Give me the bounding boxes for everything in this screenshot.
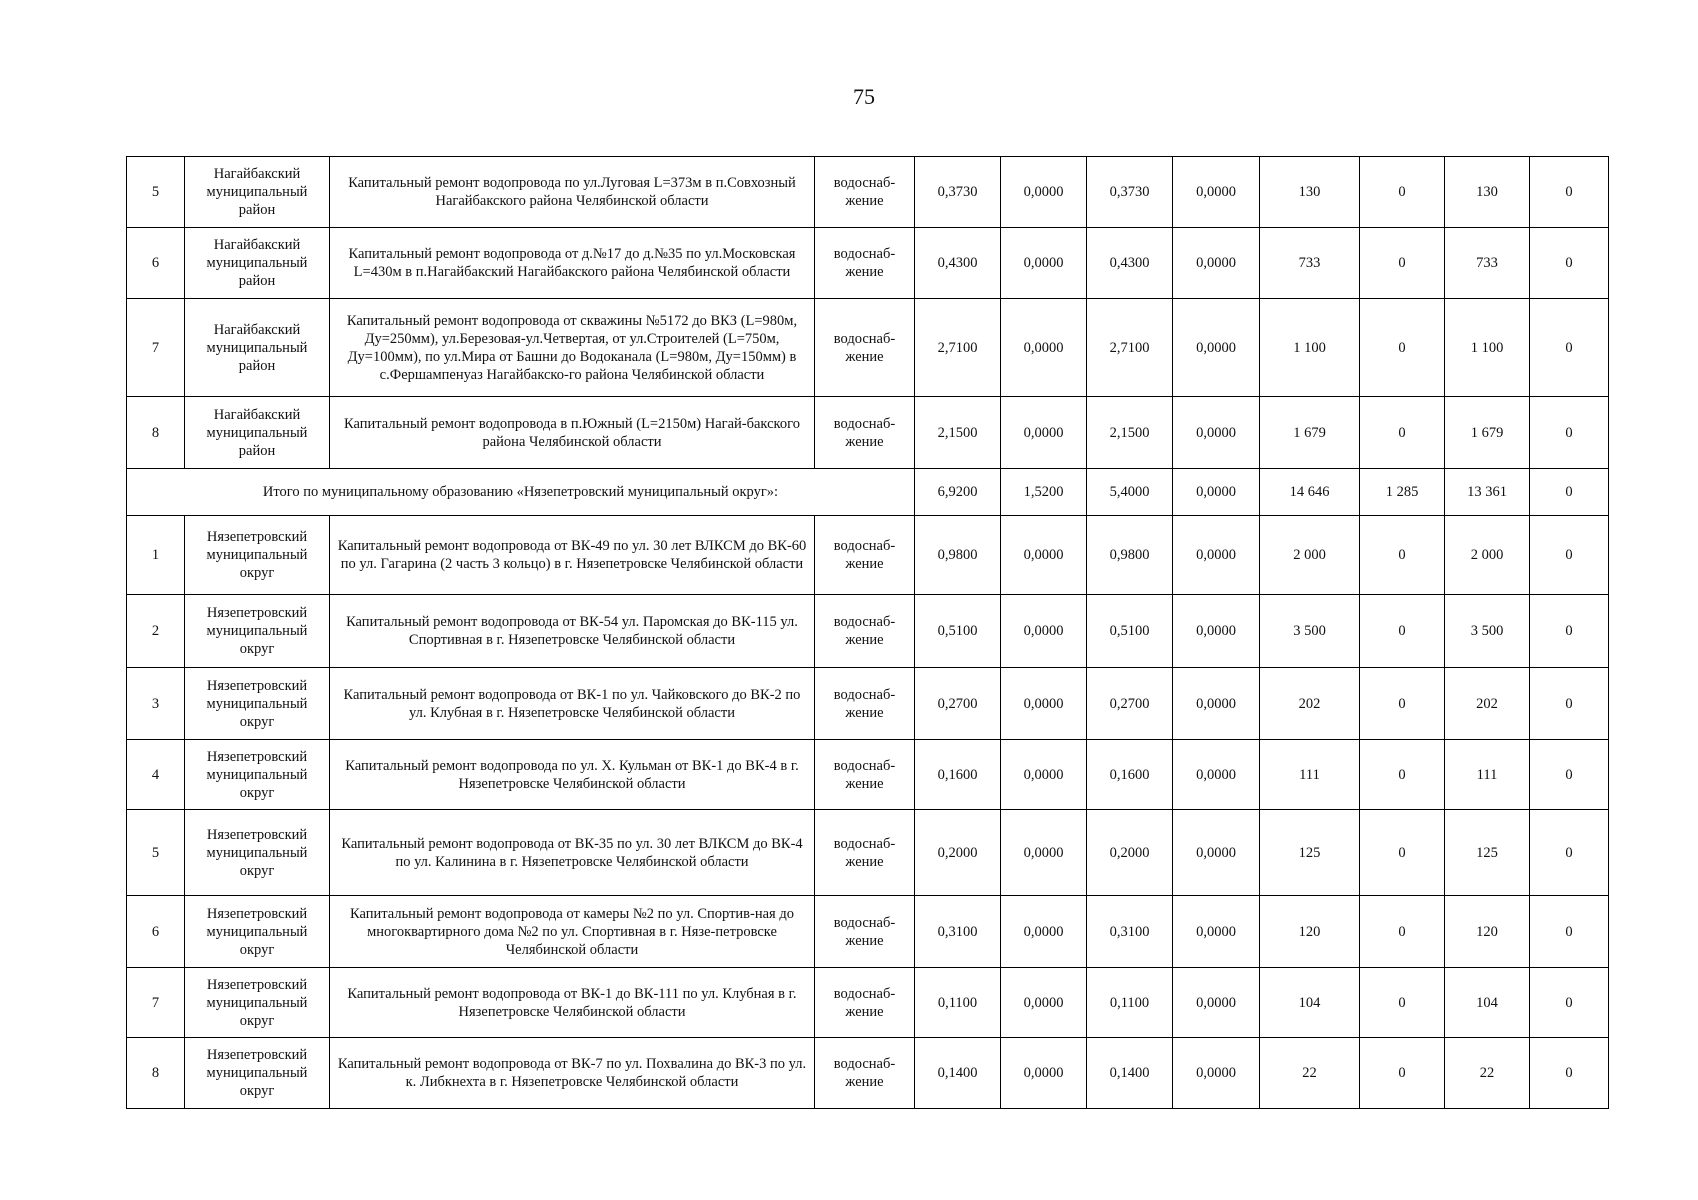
value-cell: 0,4300: [1087, 228, 1173, 299]
value-cell: 0,0000: [1001, 299, 1087, 397]
description-cell: Капитальный ремонт водопровода от ВК-54 ул. Паромская до ВК-115 ул. Спортивная в г. Нязепетровске Челябинской области: [330, 595, 815, 668]
value-cell: 0,0000: [1001, 896, 1087, 968]
value-cell: 0,0000: [1173, 299, 1260, 397]
description-cell: Капитальный ремонт водопровода от д.№17 до д.№35 по ул.Московская L=430м в п.Нагайбакский Нагайбакского района Челябинской области: [330, 228, 815, 299]
value-cell: 0,1400: [915, 1038, 1001, 1109]
row-number: 5: [127, 157, 185, 228]
value-cell: 0: [1530, 668, 1609, 740]
type-cell: водоснаб-жение: [815, 157, 915, 228]
type-cell: водоснаб-жение: [815, 668, 915, 740]
value-cell: 120: [1260, 896, 1360, 968]
value-cell: 2,7100: [915, 299, 1001, 397]
table-row: [127, 157, 1609, 228]
total-value: 0,0000: [1173, 469, 1260, 516]
value-cell: 0,1100: [1087, 968, 1173, 1038]
type-cell: водоснаб-жение: [815, 516, 915, 595]
value-cell: 0,0000: [1173, 668, 1260, 740]
table-row: [127, 397, 1609, 469]
value-cell: 0: [1360, 740, 1445, 810]
value-cell: 120: [1445, 896, 1530, 968]
value-cell: 0,0000: [1173, 595, 1260, 668]
value-cell: 0: [1360, 157, 1445, 228]
value-cell: 0,3100: [1087, 896, 1173, 968]
value-cell: 2,1500: [1087, 397, 1173, 469]
value-cell: 2,1500: [915, 397, 1001, 469]
description-cell: Капитальный ремонт водопровода от ВК-35 по ул. 30 лет ВЛКСМ до ВК-4 по ул. Калинина в г. Нязепетровске Челябинской области: [330, 810, 815, 896]
value-cell: 0,0000: [1173, 397, 1260, 469]
table-row: [127, 810, 1609, 896]
municipality-cell: Нязепетровский муниципальный округ: [185, 740, 330, 810]
type-cell: водоснаб-жение: [815, 397, 915, 469]
value-cell: 0,2000: [1087, 810, 1173, 896]
value-cell: 0,2000: [915, 810, 1001, 896]
value-cell: 0,3100: [915, 896, 1001, 968]
value-cell: 0,0000: [1001, 228, 1087, 299]
row-number: 1: [127, 516, 185, 595]
value-cell: 0,0000: [1173, 1038, 1260, 1109]
total-value: 13 361: [1445, 469, 1530, 516]
value-cell: 2 000: [1260, 516, 1360, 595]
value-cell: 104: [1445, 968, 1530, 1038]
value-cell: 0,0000: [1001, 516, 1087, 595]
value-cell: 733: [1445, 228, 1530, 299]
description-cell: Капитальный ремонт водопровода по ул.Луговая L=373м в п.Совхозный Нагайбакского района Челябинской области: [330, 157, 815, 228]
municipality-cell: Нагайбакский муниципальный район: [185, 299, 330, 397]
total-label: Итого по муниципальному образованию «Нязепетровский муниципальный округ»:: [127, 469, 915, 516]
value-cell: 0,0000: [1173, 228, 1260, 299]
value-cell: 0: [1360, 595, 1445, 668]
type-cell: водоснаб-жение: [815, 299, 915, 397]
total-row: [127, 469, 1609, 516]
municipality-cell: Нагайбакский муниципальный район: [185, 228, 330, 299]
value-cell: 0,1400: [1087, 1038, 1173, 1109]
description-cell: Капитальный ремонт водопровода от камеры №2 по ул. Спортив-ная до многоквартирного дома №2 по ул. Спортивная в г. Нязе-петровске Челябинской области: [330, 896, 815, 968]
description-cell: Капитальный ремонт водопровода от ВК-7 по ул. Похвалина до ВК-3 по ул. к. Либкнехта в г. Нязепетровске Челябинской области: [330, 1038, 815, 1109]
page-number: 75: [853, 84, 875, 109]
value-cell: 111: [1445, 740, 1530, 810]
value-cell: 0: [1360, 299, 1445, 397]
type-cell: водоснаб-жение: [815, 595, 915, 668]
value-cell: 104: [1260, 968, 1360, 1038]
table-row: [127, 595, 1609, 668]
total-value: 14 646: [1260, 469, 1360, 516]
table-body: [127, 157, 1609, 1109]
row-number: 6: [127, 896, 185, 968]
value-cell: 0,0000: [1001, 595, 1087, 668]
total-value: 5,4000: [1087, 469, 1173, 516]
total-value: 6,9200: [915, 469, 1001, 516]
value-cell: 0: [1360, 1038, 1445, 1109]
value-cell: 3 500: [1445, 595, 1530, 668]
description-cell: Капитальный ремонт водопровода от ВК-49 по ул. 30 лет ВЛКСМ до ВК-60 по ул. Гагарина (2 часть 3 кольцо) в г. Нязепетровске Челябинской области: [330, 516, 815, 595]
value-cell: 125: [1445, 810, 1530, 896]
value-cell: 0: [1360, 896, 1445, 968]
value-cell: 0,0000: [1173, 516, 1260, 595]
municipality-cell: Нязепетровский муниципальный округ: [185, 1038, 330, 1109]
value-cell: 0: [1530, 397, 1609, 469]
value-cell: 1 679: [1445, 397, 1530, 469]
table-row: [127, 668, 1609, 740]
value-cell: 0,0000: [1173, 968, 1260, 1038]
value-cell: 125: [1260, 810, 1360, 896]
value-cell: 202: [1260, 668, 1360, 740]
value-cell: 0: [1530, 516, 1609, 595]
type-cell: водоснаб-жение: [815, 1038, 915, 1109]
table-row: [127, 299, 1609, 397]
value-cell: 0,3730: [915, 157, 1001, 228]
type-cell: водоснаб-жение: [815, 228, 915, 299]
value-cell: 1 100: [1260, 299, 1360, 397]
total-value: 0: [1530, 469, 1609, 516]
value-cell: 3 500: [1260, 595, 1360, 668]
value-cell: 0,0000: [1001, 810, 1087, 896]
municipality-cell: Нязепетровский муниципальный округ: [185, 896, 330, 968]
municipality-cell: Нагайбакский муниципальный район: [185, 157, 330, 228]
value-cell: 0,0000: [1001, 668, 1087, 740]
municipality-cell: Нагайбакский муниципальный район: [185, 397, 330, 469]
row-number: 2: [127, 595, 185, 668]
value-cell: 0: [1530, 228, 1609, 299]
value-cell: 0,5100: [1087, 595, 1173, 668]
value-cell: 0,1600: [915, 740, 1001, 810]
value-cell: 0: [1530, 810, 1609, 896]
value-cell: 111: [1260, 740, 1360, 810]
value-cell: 2 000: [1445, 516, 1530, 595]
description-cell: Капитальный ремонт водопровода от ВК-1 по ул. Чайковского до ВК-2 по ул. Клубная в г. Нязепетровске Челябинской области: [330, 668, 815, 740]
type-cell: водоснаб-жение: [815, 740, 915, 810]
value-cell: 2,7100: [1087, 299, 1173, 397]
description-cell: Капитальный ремонт водопровода от ВК-1 до ВК-111 по ул. Клубная в г. Нязепетровске Челябинской области: [330, 968, 815, 1038]
value-cell: 0: [1360, 968, 1445, 1038]
value-cell: 130: [1260, 157, 1360, 228]
municipality-cell: Нязепетровский муниципальный округ: [185, 516, 330, 595]
value-cell: 0: [1530, 595, 1609, 668]
value-cell: 0: [1530, 1038, 1609, 1109]
value-cell: 0: [1360, 228, 1445, 299]
value-cell: 0: [1360, 668, 1445, 740]
value-cell: 0,0000: [1001, 157, 1087, 228]
row-number: 5: [127, 810, 185, 896]
value-cell: 0,0000: [1173, 810, 1260, 896]
total-value: 1,5200: [1001, 469, 1087, 516]
table-row: [127, 740, 1609, 810]
value-cell: 0: [1530, 740, 1609, 810]
value-cell: 22: [1260, 1038, 1360, 1109]
program-table: [126, 156, 1609, 1109]
value-cell: 0,0000: [1001, 968, 1087, 1038]
value-cell: 0,9800: [1087, 516, 1173, 595]
value-cell: 0: [1360, 810, 1445, 896]
value-cell: 0,1600: [1087, 740, 1173, 810]
row-number: 6: [127, 228, 185, 299]
row-number: 7: [127, 968, 185, 1038]
value-cell: 0: [1530, 968, 1609, 1038]
value-cell: 0,1100: [915, 968, 1001, 1038]
municipality-cell: Нязепетровский муниципальный округ: [185, 810, 330, 896]
value-cell: 1 679: [1260, 397, 1360, 469]
table-row: [127, 896, 1609, 968]
municipality-cell: Нязепетровский муниципальный округ: [185, 968, 330, 1038]
value-cell: 0,0000: [1173, 740, 1260, 810]
value-cell: 0: [1530, 299, 1609, 397]
value-cell: 130: [1445, 157, 1530, 228]
municipality-cell: Нязепетровский муниципальный округ: [185, 668, 330, 740]
value-cell: 0,2700: [915, 668, 1001, 740]
total-value: 1 285: [1360, 469, 1445, 516]
description-cell: Капитальный ремонт водопровода по ул. Х. Кульман от ВК-1 до ВК-4 в г. Нязепетровске Челябинской области: [330, 740, 815, 810]
value-cell: 0: [1530, 896, 1609, 968]
value-cell: 22: [1445, 1038, 1530, 1109]
value-cell: 0,3730: [1087, 157, 1173, 228]
value-cell: 0,2700: [1087, 668, 1173, 740]
value-cell: 202: [1445, 668, 1530, 740]
municipality-cell: Нязепетровский муниципальный округ: [185, 595, 330, 668]
table-row: [127, 968, 1609, 1038]
value-cell: 0: [1360, 516, 1445, 595]
value-cell: 0,0000: [1001, 397, 1087, 469]
value-cell: 0,0000: [1001, 1038, 1087, 1109]
description-cell: Капитальный ремонт водопровода в п.Южный (L=2150м) Нагай-бакского района Челябинской области: [330, 397, 815, 469]
value-cell: 0: [1530, 157, 1609, 228]
value-cell: 0,0000: [1173, 896, 1260, 968]
description-cell: Капитальный ремонт водопровода от скважины №5172 до ВКЗ (L=980м, Ду=250мм), ул.Березовая-ул.Четвертая, от ул.Строителей (L=750м, Ду=100мм), по ул.Мира от Башни до Водоканала (L=980м, Ду=150мм) в с.Фершампенуаз Нагайбакско-го района Челябинской области: [330, 299, 815, 397]
type-cell: водоснаб-жение: [815, 810, 915, 896]
type-cell: водоснаб-жение: [815, 896, 915, 968]
row-number: 3: [127, 668, 185, 740]
value-cell: 0,0000: [1173, 157, 1260, 228]
value-cell: 1 100: [1445, 299, 1530, 397]
table-row: [127, 228, 1609, 299]
value-cell: 0,4300: [915, 228, 1001, 299]
row-number: 8: [127, 397, 185, 469]
table-row: [127, 516, 1609, 595]
row-number: 7: [127, 299, 185, 397]
row-number: 4: [127, 740, 185, 810]
row-number: 8: [127, 1038, 185, 1109]
value-cell: 0,9800: [915, 516, 1001, 595]
value-cell: 0,0000: [1001, 740, 1087, 810]
value-cell: 733: [1260, 228, 1360, 299]
type-cell: водоснаб-жение: [815, 968, 915, 1038]
value-cell: 0,5100: [915, 595, 1001, 668]
value-cell: 0: [1360, 397, 1445, 469]
table-row: [127, 1038, 1609, 1109]
